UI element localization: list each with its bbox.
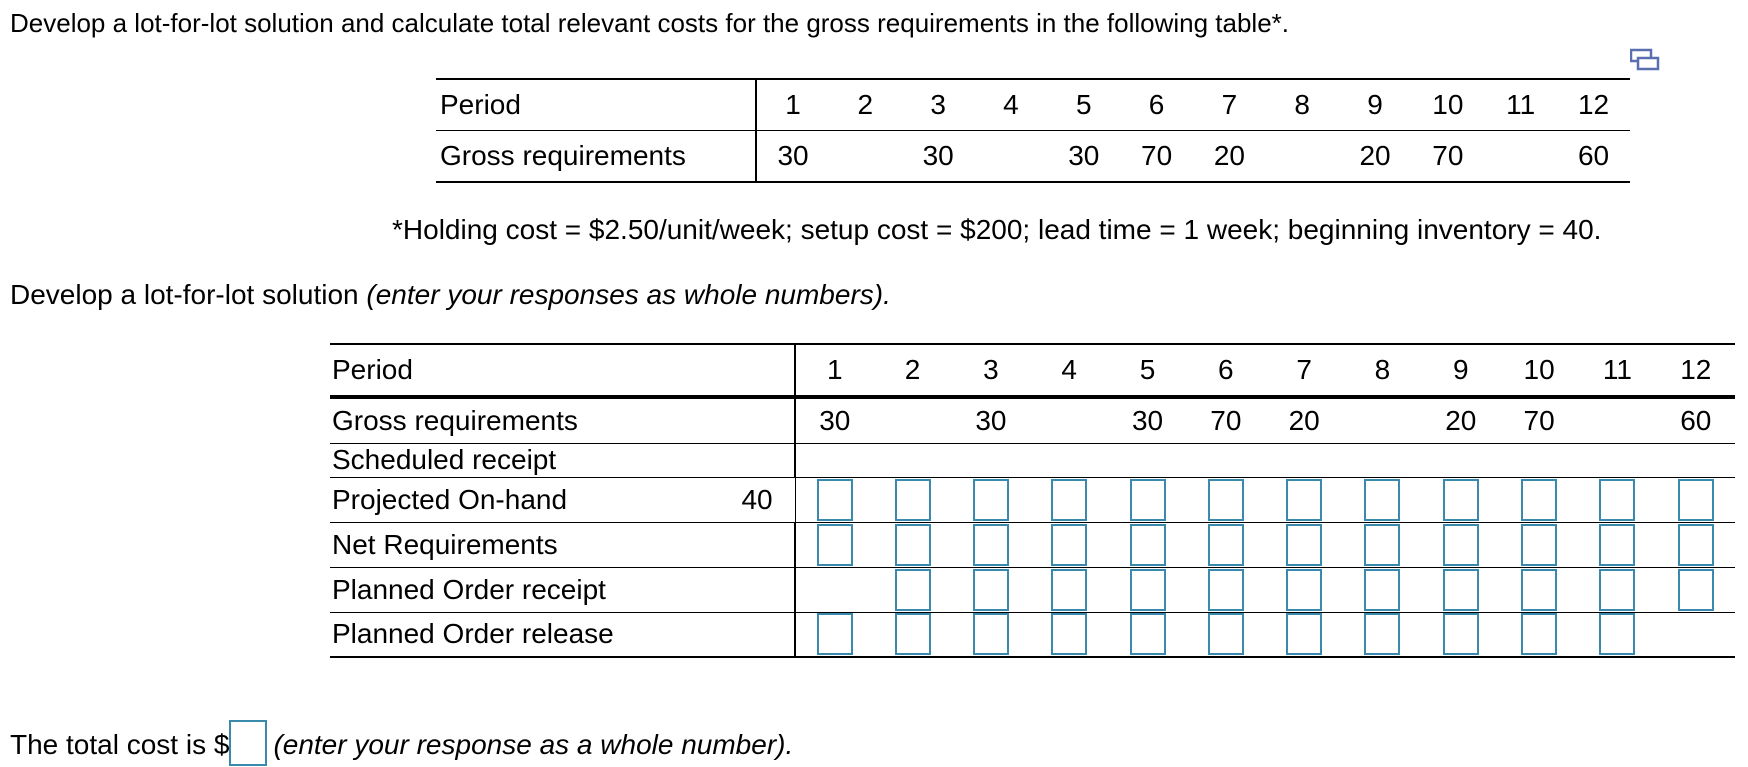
planned-release-input[interactable] xyxy=(1051,613,1087,655)
net-requirements-cell xyxy=(1187,522,1265,567)
planned-release-cell xyxy=(1657,612,1735,657)
total-cost-hint: (enter your response as a whole number). xyxy=(273,729,794,760)
period-cell: 7 xyxy=(1193,79,1266,131)
planned-release-cell xyxy=(1108,612,1186,657)
mrp-planned-release-row xyxy=(330,612,1735,657)
period-cell: 10 xyxy=(1411,79,1484,131)
period-cell: 11 xyxy=(1578,344,1656,397)
mrp-gross-row xyxy=(330,397,1735,443)
net-requirements-cell xyxy=(1108,522,1186,567)
planned-receipt-cell xyxy=(952,567,1030,612)
instruction-hint: (enter your responses as whole numbers). xyxy=(366,279,891,310)
onhand-label: Projected On-hand xyxy=(330,477,721,522)
scheduled-cell xyxy=(1422,443,1500,477)
planned-release-cell xyxy=(1500,612,1578,657)
planned-release-cell xyxy=(873,612,951,657)
net-requirements-input[interactable] xyxy=(1443,524,1479,566)
period-cell: 1 xyxy=(795,344,873,397)
planned-receipt-input[interactable] xyxy=(1678,569,1714,611)
planned-release-cell xyxy=(1422,612,1500,657)
onhand-input[interactable] xyxy=(1051,479,1087,521)
net-requirements-input[interactable] xyxy=(1208,524,1244,566)
question-intro: Develop a lot-for-lot solution and calculate total relevant costs for the gross requirements in the following table*. xyxy=(10,8,1290,38)
scheduled-cell xyxy=(952,443,1030,477)
net-requirements-input[interactable] xyxy=(1521,524,1557,566)
period-label: Period xyxy=(330,344,795,397)
scheduled-cell xyxy=(1500,443,1578,477)
planned-release-input[interactable] xyxy=(817,613,853,655)
period-cell: 3 xyxy=(952,344,1030,397)
planned-receipt-input[interactable] xyxy=(1286,569,1322,611)
period-cell: 6 xyxy=(1120,79,1193,131)
gross-cell: 70 xyxy=(1187,397,1265,443)
period-cell: 8 xyxy=(1266,79,1339,131)
planned-release-input[interactable] xyxy=(1364,613,1400,655)
planned-receipt-cell xyxy=(1422,567,1500,612)
gross-cell: 20 xyxy=(1339,131,1412,183)
gross-cell xyxy=(1484,131,1557,183)
gross-cell xyxy=(975,131,1048,183)
gross-cell xyxy=(873,397,951,443)
planned-release-cell xyxy=(1265,612,1343,657)
period-cell: 5 xyxy=(1047,79,1120,131)
gross-cell: 30 xyxy=(902,131,975,183)
planned-release-cell xyxy=(1578,612,1656,657)
onhand-input[interactable] xyxy=(1443,479,1479,521)
total-cost-label: The total cost is $ xyxy=(10,729,230,760)
gross-cell: 20 xyxy=(1193,131,1266,183)
net-requirements-input[interactable] xyxy=(817,524,853,566)
planned-receipt-cell xyxy=(1265,567,1343,612)
gross-cell: 20 xyxy=(1265,397,1343,443)
period-cell: 5 xyxy=(1108,344,1186,397)
period-row xyxy=(436,79,1630,131)
scheduled-cell xyxy=(1187,443,1265,477)
gross-cell: 30 xyxy=(1108,397,1186,443)
planned-receipt-cell xyxy=(1500,567,1578,612)
onhand-cell xyxy=(952,477,1030,522)
planned-receipt-label: Planned Order receipt xyxy=(330,567,795,612)
onhand-input[interactable] xyxy=(1364,479,1400,521)
gross-row xyxy=(436,131,1630,183)
planned-release-label: Planned Order release xyxy=(330,612,795,657)
gross-cell: 30 xyxy=(795,397,873,443)
onhand-cell xyxy=(1422,477,1500,522)
given-requirements-table xyxy=(436,78,1630,183)
net-requirements-input[interactable] xyxy=(1678,524,1714,566)
scheduled-cell xyxy=(1578,443,1656,477)
onhand-cell xyxy=(873,477,951,522)
planned-receipt-input[interactable] xyxy=(973,569,1009,611)
planned-receipt-input[interactable] xyxy=(1443,569,1479,611)
onhand-input[interactable] xyxy=(1286,479,1322,521)
planned-release-input[interactable] xyxy=(1130,613,1166,655)
planned-receipt-cell xyxy=(1578,567,1656,612)
net-requirements-cell xyxy=(1578,522,1656,567)
gross-label: Gross requirements xyxy=(436,131,756,183)
period-cell: 1 xyxy=(756,79,829,131)
planned-receipt-cell xyxy=(1108,567,1186,612)
period-cell: 11 xyxy=(1484,79,1557,131)
net-requirements-cell xyxy=(1657,522,1735,567)
net-requirements-cell xyxy=(1500,522,1578,567)
period-cell: 8 xyxy=(1343,344,1421,397)
net-requirements-input[interactable] xyxy=(1599,524,1635,566)
net-requirements-label: Net Requirements xyxy=(330,522,795,567)
period-cell: 4 xyxy=(975,79,1048,131)
scheduled-cell xyxy=(1108,443,1186,477)
planned-release-cell xyxy=(1187,612,1265,657)
mrp-onhand-row xyxy=(330,477,1735,522)
period-cell: 2 xyxy=(829,79,902,131)
copy-to-clipboard-icon[interactable] xyxy=(1630,48,1660,74)
onhand-cell xyxy=(1030,477,1108,522)
scheduled-cell xyxy=(1343,443,1421,477)
planned-receipt-input[interactable] xyxy=(1051,569,1087,611)
mrp-table xyxy=(330,343,1735,658)
mrp-period-row xyxy=(330,344,1735,397)
gross-cell xyxy=(829,131,902,183)
net-requirements-cell xyxy=(1265,522,1343,567)
scheduled-cell xyxy=(1265,443,1343,477)
gross-cell xyxy=(1266,131,1339,183)
scheduled-label: Scheduled receipt xyxy=(330,443,795,477)
net-requirements-input[interactable] xyxy=(895,524,931,566)
onhand-input[interactable] xyxy=(817,479,853,521)
planned-receipt-input[interactable] xyxy=(895,569,931,611)
planned-release-cell xyxy=(1030,612,1108,657)
mrp-planned-receipt-row xyxy=(330,567,1735,612)
total-cost-input[interactable] xyxy=(229,720,267,766)
planned-receipt-cell xyxy=(1030,567,1108,612)
planned-receipt-input[interactable] xyxy=(1521,569,1557,611)
planned-release-cell xyxy=(952,612,1030,657)
gross-cell: 70 xyxy=(1411,131,1484,183)
net-requirements-cell xyxy=(795,522,873,567)
gross-cell: 60 xyxy=(1657,397,1735,443)
planned-release-input[interactable] xyxy=(1208,613,1244,655)
period-cell: 6 xyxy=(1187,344,1265,397)
onhand-cell xyxy=(1578,477,1656,522)
onhand-input[interactable] xyxy=(1678,479,1714,521)
scheduled-cell xyxy=(1657,443,1735,477)
onhand-input[interactable] xyxy=(973,479,1009,521)
net-requirements-cell xyxy=(873,522,951,567)
planned-receipt-input[interactable] xyxy=(1364,569,1400,611)
period-cell: 12 xyxy=(1557,79,1630,131)
instruction-main: Develop a lot-for-lot solution xyxy=(10,279,367,310)
onhand-input[interactable] xyxy=(1521,479,1557,521)
period-cell: 9 xyxy=(1422,344,1500,397)
scheduled-cell xyxy=(1030,443,1108,477)
onhand-input[interactable] xyxy=(895,479,931,521)
planned-receipt-input[interactable] xyxy=(1130,569,1166,611)
net-requirements-cell xyxy=(1343,522,1421,567)
planned-release-input[interactable] xyxy=(1443,613,1479,655)
mrp-scheduled-row xyxy=(330,443,1735,477)
planned-release-input[interactable] xyxy=(1521,613,1557,655)
period-label: Period xyxy=(436,79,756,131)
planned-receipt-cell xyxy=(1187,567,1265,612)
gross-cell: 20 xyxy=(1422,397,1500,443)
gross-cell xyxy=(1343,397,1421,443)
period-cell: 7 xyxy=(1265,344,1343,397)
initial-inventory: 40 xyxy=(721,477,795,522)
period-cell: 9 xyxy=(1339,79,1412,131)
onhand-cell xyxy=(1187,477,1265,522)
planned-receipt-cell xyxy=(1657,567,1735,612)
planned-receipt-input[interactable] xyxy=(1599,569,1635,611)
gross-cell: 30 xyxy=(1047,131,1120,183)
planned-release-cell xyxy=(1343,612,1421,657)
net-requirements-cell xyxy=(1422,522,1500,567)
net-requirements-cell xyxy=(952,522,1030,567)
total-cost-line xyxy=(10,720,793,767)
onhand-cell xyxy=(1500,477,1578,522)
planned-receipt-cell xyxy=(873,567,951,612)
planned-release-input[interactable] xyxy=(973,613,1009,655)
gross-cell: 70 xyxy=(1500,397,1578,443)
period-cell: 4 xyxy=(1030,344,1108,397)
gross-label: Gross requirements xyxy=(330,397,795,443)
period-cell: 2 xyxy=(873,344,951,397)
net-requirements-input[interactable] xyxy=(1051,524,1087,566)
planned-receipt-input[interactable] xyxy=(1208,569,1244,611)
net-requirements-input[interactable] xyxy=(1286,524,1322,566)
scheduled-cell xyxy=(795,443,873,477)
planned-release-input[interactable] xyxy=(1286,613,1322,655)
gross-cell: 70 xyxy=(1120,131,1193,183)
onhand-input[interactable] xyxy=(1599,479,1635,521)
mrp-net-requirements-row xyxy=(330,522,1735,567)
planned-receipt-cell xyxy=(1343,567,1421,612)
onhand-cell xyxy=(1108,477,1186,522)
planned-release-input[interactable] xyxy=(1599,613,1635,655)
period-cell: 10 xyxy=(1500,344,1578,397)
onhand-cell xyxy=(1265,477,1343,522)
planned-release-cell xyxy=(795,612,873,657)
onhand-cell xyxy=(1657,477,1735,522)
gross-cell xyxy=(1030,397,1108,443)
gross-cell: 30 xyxy=(952,397,1030,443)
period-cell: 12 xyxy=(1657,344,1735,397)
onhand-cell xyxy=(1343,477,1421,522)
onhand-input[interactable] xyxy=(1130,479,1166,521)
gross-cell xyxy=(1578,397,1656,443)
net-requirements-input[interactable] xyxy=(1130,524,1166,566)
net-requirements-cell xyxy=(1030,522,1108,567)
planned-release-input[interactable] xyxy=(895,613,931,655)
onhand-input[interactable] xyxy=(1208,479,1244,521)
net-requirements-input[interactable] xyxy=(973,524,1009,566)
instruction-text xyxy=(10,277,891,313)
cost-footnote: *Holding cost = $2.50/unit/week; setup cost = $200; lead time = 1 week; beginning inventory = 40. xyxy=(392,214,1602,245)
planned-receipt-cell xyxy=(795,567,873,612)
onhand-cell xyxy=(795,477,873,522)
period-cell: 3 xyxy=(902,79,975,131)
scheduled-cell xyxy=(873,443,951,477)
gross-cell: 30 xyxy=(756,131,829,183)
net-requirements-input[interactable] xyxy=(1364,524,1400,566)
gross-cell: 60 xyxy=(1557,131,1630,183)
